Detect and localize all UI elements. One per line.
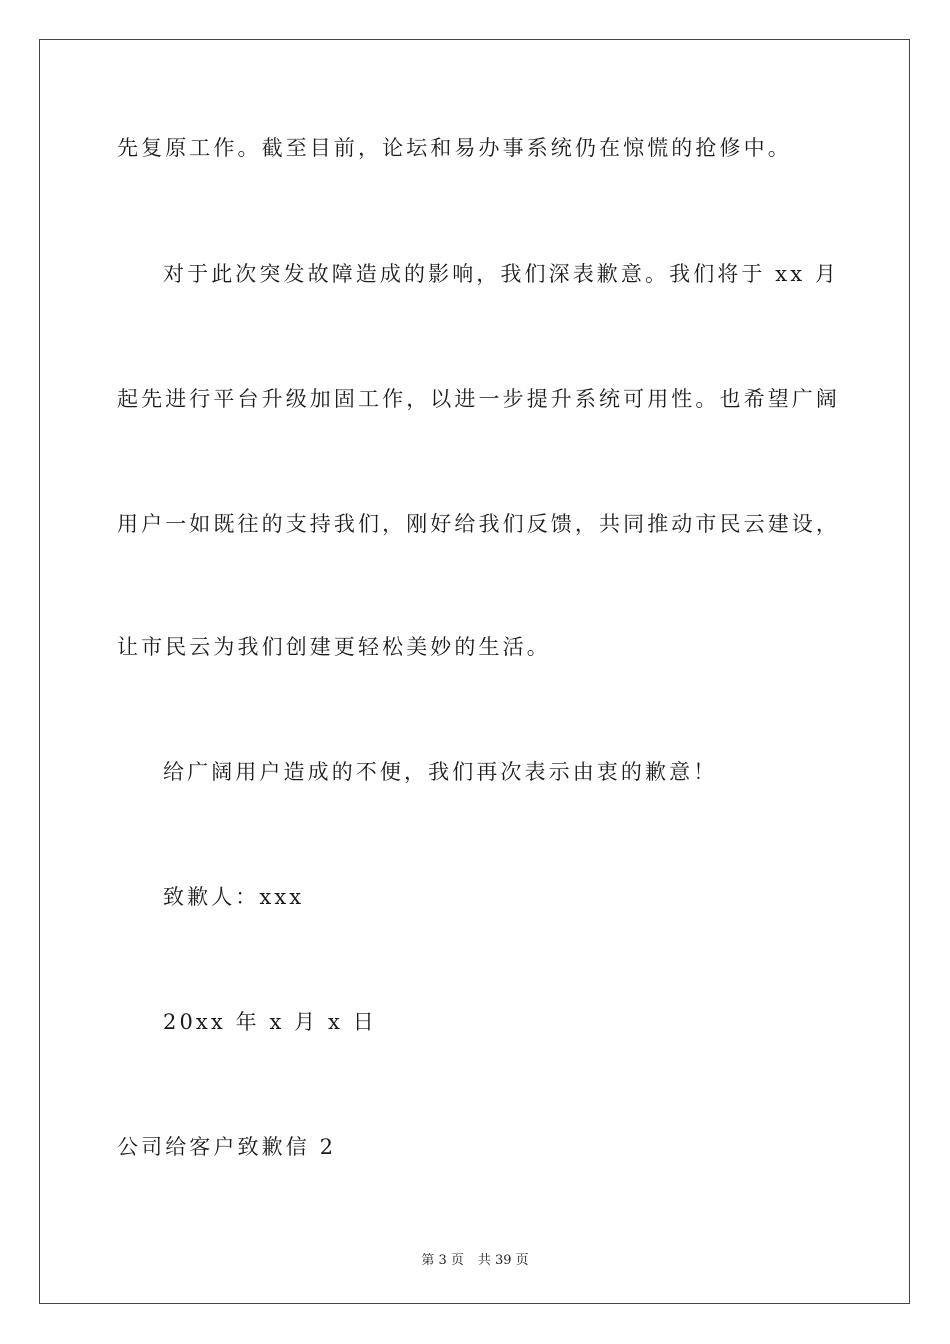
body-paragraph-line: 先复原工作。截至目前，论坛和易办事系统仍在惊慌的抢修中。 (117, 136, 792, 160)
signatory: 致歉人：xxx (163, 885, 305, 909)
page-number: 第 3 页 (421, 1253, 464, 1268)
page-total: 共 39 页 (477, 1253, 529, 1268)
body-paragraph-line: 起先进行平台升级加固工作，以进一步提升系统可用性。也希望广阔 (117, 387, 840, 411)
letter-date: 20xx 年 x 月 x 日 (163, 1010, 377, 1034)
apology-sentence: 给广阔用户造成的不便，我们再次表示由衷的歉意！ (163, 760, 718, 784)
page-footer (0, 1249, 950, 1268)
body-paragraph-line: 用户一如既往的支持我们，刚好给我们反馈，共同推动市民云建设， (117, 512, 840, 536)
body-paragraph-line: 对于此次突发故障造成的影响，我们深表歉意。我们将于 xx 月 (163, 262, 840, 286)
page-border (39, 39, 910, 1304)
section-heading: 公司给客户致歉信 2 (117, 1135, 337, 1159)
body-paragraph-line: 让市民云为我们创建更轻松美妙的生活。 (117, 635, 551, 659)
